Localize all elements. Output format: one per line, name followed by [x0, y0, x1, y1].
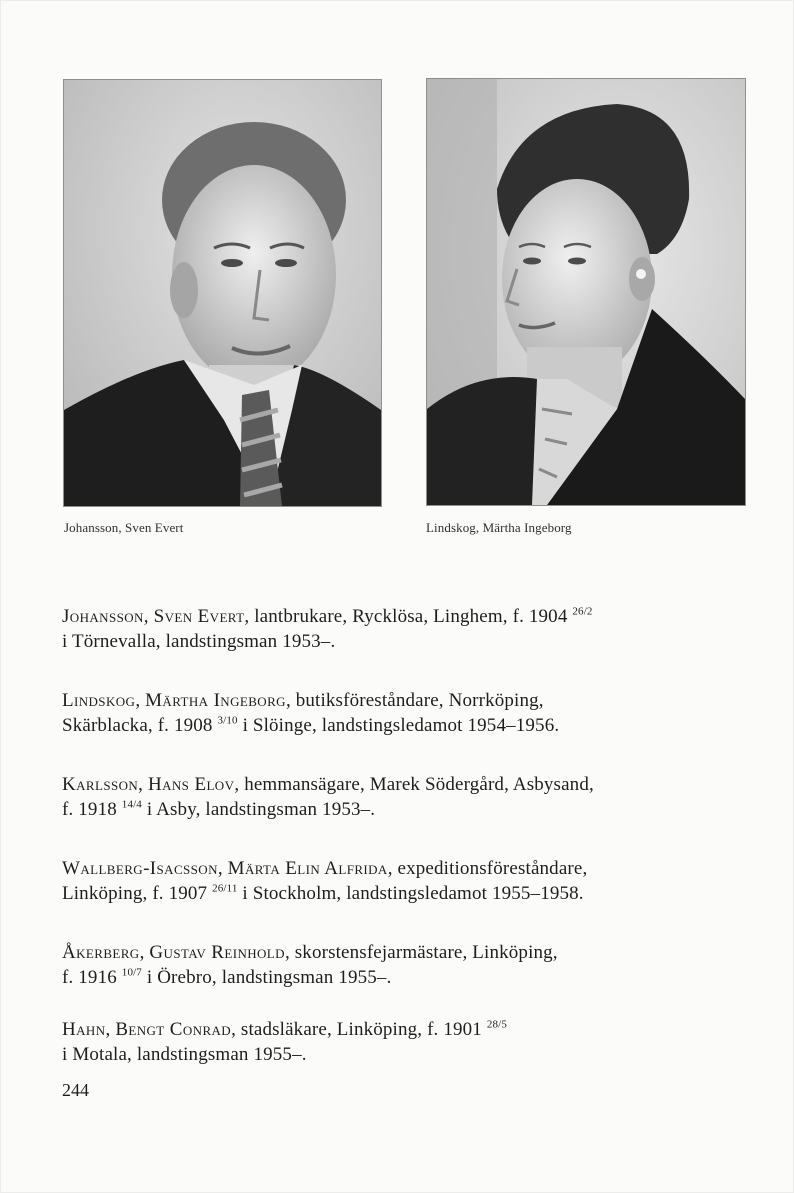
entry-details: i Törnevalla, landstingsman 1953–.	[62, 631, 336, 652]
entry-given-name: Hans Elov	[147, 774, 235, 795]
entry-birth-date: 26/2	[572, 605, 593, 618]
entry-occupation: expeditionsföreståndare,	[397, 858, 588, 879]
biographical-entry-akerberg: Åkerberg, Gustav Reinhold, skorstensfejarmästare, Linköping, f. 1916 $^{10/7}$ i Örebro, landstingsman 1955–.	[62, 942, 558, 988]
entry-surname: Johansson	[62, 606, 144, 627]
portrait-man-image	[64, 80, 381, 506]
biographical-entry-lindskog: Lindskog, Märtha Ingeborg, butiksföreståndare, Norrköping, Skärblacka, f. 1908 $^{3/10}$ i Slöinge, landstingsledamot 1954–1956.	[62, 690, 560, 736]
entry-birth-date: 26/11	[212, 882, 238, 895]
entry-given-name: Märta Elin Alfrida	[227, 858, 388, 879]
entry-birth-date: 28/5	[486, 1018, 508, 1031]
entry-birth-date: 10/7	[121, 966, 142, 979]
entry-surname: Wallberg-Isacsson	[62, 858, 218, 879]
biographical-entry-hahn: Hahn, Bengt Conrad, stadsläkare, Linköping, f. 1901 $^{28/5}$ i Motala, landstingsman 1955–.	[62, 1018, 508, 1065]
photo-caption-lindskog: Lindskog, Märtha Ingeborg	[426, 520, 572, 535]
entry-birth-date: 14/4	[121, 798, 142, 811]
entry-details: i Asby, landstingsman 1953–.	[146, 799, 376, 820]
entry-occupation: butiksföreståndare, Norrköping,	[295, 690, 544, 711]
entry-line2-start: f. 1918	[62, 799, 117, 820]
biographical-entry-johansson: Johansson, Sven Evert, lantbrukare, Rycklösa, Linghem, f. 1904 $^{26/2}$ i Törnevalla, landstingsman 1953–.	[62, 605, 593, 652]
biographical-entry-wallberg-isacsson: Wallberg-Isacsson, Märta Elin Alfrida, expeditionsföreståndare, Linköping, f. 1907 $^{26/11}$ i Stockholm, landstingsledamot 1955–1958.	[62, 858, 588, 904]
biographical-entry-karlsson: Karlsson, Hans Elov, hemmansägare, Marek Södergård, Asbysand, f. 1918 $^{14/4}$ i Asby, landstingsman 1953–.	[62, 774, 594, 820]
entry-occupation: skorstensfejarmästare, Linköping,	[294, 942, 558, 963]
entry-details: i Motala, landstingsman 1955–.	[62, 1044, 307, 1065]
entry-details: i Örebro, landstingsman 1955–.	[146, 967, 392, 988]
entry-occupation: lantbrukare, Rycklösa, Linghem, f. 1904	[254, 606, 568, 627]
entry-given-name: Bengt Conrad	[115, 1019, 232, 1040]
page-number: 244	[62, 1080, 89, 1100]
entry-surname: Lindskog	[62, 690, 136, 711]
entry-surname: Hahn	[62, 1019, 106, 1040]
portrait-photo-lindskog	[426, 78, 746, 506]
entry-given-name: Sven Evert	[153, 606, 245, 627]
entry-birth-date: 3/10	[217, 714, 238, 727]
entry-given-name: Märtha Ingeborg	[145, 690, 286, 711]
entry-given-name: Gustav Reinhold	[149, 942, 285, 963]
photo-caption-johansson: Johansson, Sven Evert	[64, 520, 184, 535]
entry-surname: Åkerberg	[62, 942, 140, 963]
entry-occupation: hemmansägare, Marek Södergård, Asbysand,	[244, 774, 594, 795]
entry-surname: Karlsson	[62, 774, 139, 795]
portrait-woman-image	[427, 79, 745, 505]
entry-occupation: stadsläkare, Linköping, f. 1901	[240, 1019, 482, 1040]
entry-details: i Slöinge, landstingsledamot 1954–1956.	[242, 715, 560, 736]
entry-details: i Stockholm, landstingsledamot 1955–1958.	[242, 883, 584, 904]
entry-line2-start: Skärblacka, f. 1908	[62, 715, 213, 736]
portrait-photo-johansson	[63, 79, 382, 507]
entry-line2-start: Linköping, f. 1907	[62, 883, 208, 904]
entry-line2-start: f. 1916	[62, 967, 117, 988]
